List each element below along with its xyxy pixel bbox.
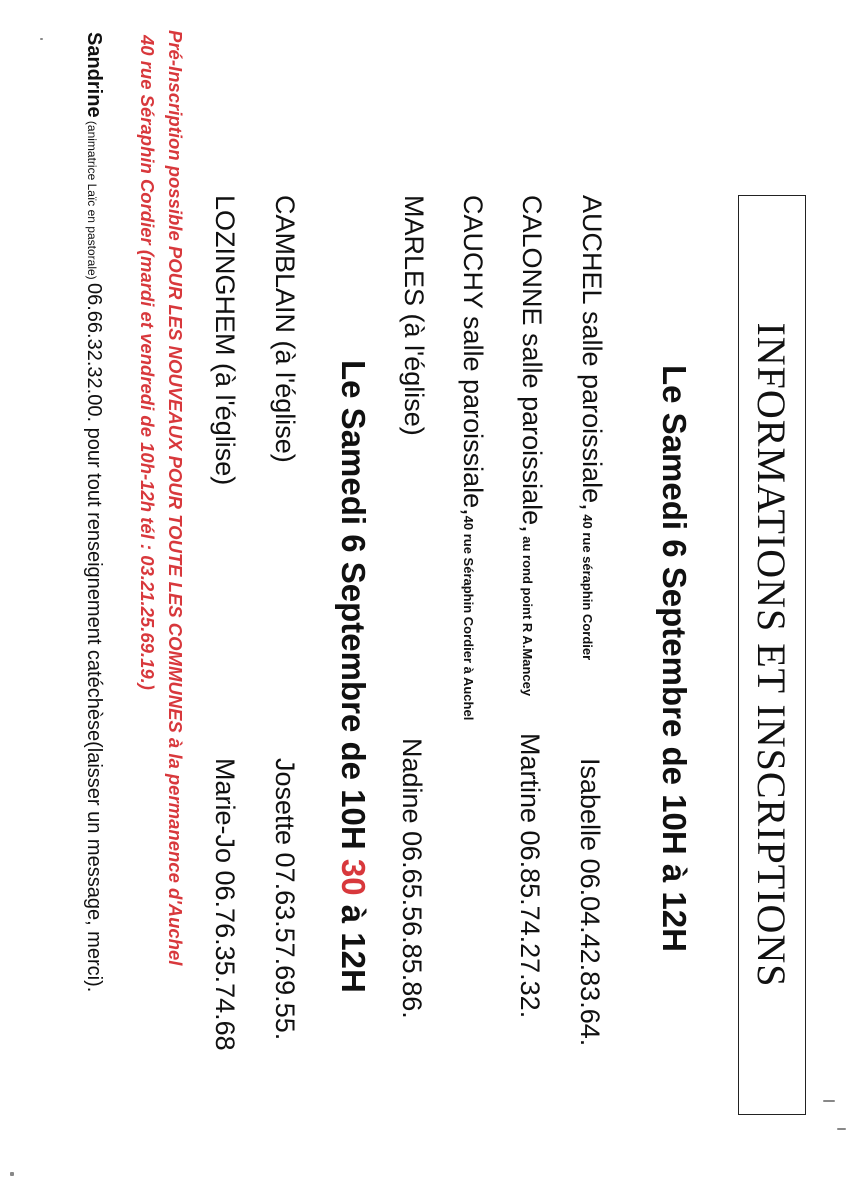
footer-text: 06.66.32.32.00. pour tout renseignement catéchèse(laisser un message, merci). [83, 283, 105, 993]
place-detail: 40 rue Séraphin Cordier à Auchel [461, 515, 476, 721]
time-highlight: 30 [335, 858, 372, 896]
document-title: INFORMATIONS ET INSCRIPTIONS [749, 322, 794, 988]
place-name: CALONNE salle paroissiale, [517, 195, 547, 533]
footer-contact [82, 32, 105, 992]
notice-line-2: 40 rue Séraphin Cordier (mardi et vendredi de 10h-12h tél : 03.21.25.69.19.) [137, 35, 158, 690]
place-detail: au rond point R A.Mancey [520, 532, 535, 697]
session2-place: CAMBLAIN (à l'église) [270, 195, 300, 463]
footer-role: (animatrice Laïc en pastorale) [85, 117, 99, 283]
list-item [400, 195, 427, 436]
scan-speck [823, 1100, 835, 1102]
session1-contact: Isabelle 06.04.42.83.64. [575, 758, 605, 1047]
place-detail: 40 rue séraphin Cordier [580, 510, 595, 661]
list-item [578, 195, 605, 660]
place-name: MARLES (à l'église) [399, 195, 429, 436]
place-name: AUCHEL salle paroissiale, [577, 195, 607, 511]
place-name: CAUCHY salle paroissiale, [458, 195, 488, 516]
session2-contact: Josette 07.63.57.69.55. [270, 758, 300, 1041]
session1-contact: Martine 06.85.74.27.32. [515, 733, 545, 1019]
list-item [518, 195, 545, 696]
session1-contact: Nadine 06.65.56.85.86. [397, 738, 427, 1019]
session2-contact: Marie-Jo 06.76.35.74.68 [210, 758, 240, 1051]
session2-place: LOZINGHEM (à l'église) [210, 195, 240, 486]
scan-speck [40, 38, 43, 40]
session1-heading: Le Samedi 6 Septembre de 10H à 12H [656, 365, 693, 952]
notice-line-1: Pré-Inscription possible POUR LES NOUVEAUX POUR TOUTE LES COMMUNES à la permanence d'Auchel [165, 30, 186, 966]
scan-speck [837, 1128, 846, 1130]
title-box [738, 195, 806, 1115]
scan-speck [10, 1172, 14, 1176]
list-item [459, 195, 486, 720]
footer-name: Sandrine [83, 32, 105, 118]
session2-heading: Le Samedi 6 Septembre de 10H 30 à 12H [335, 360, 372, 993]
